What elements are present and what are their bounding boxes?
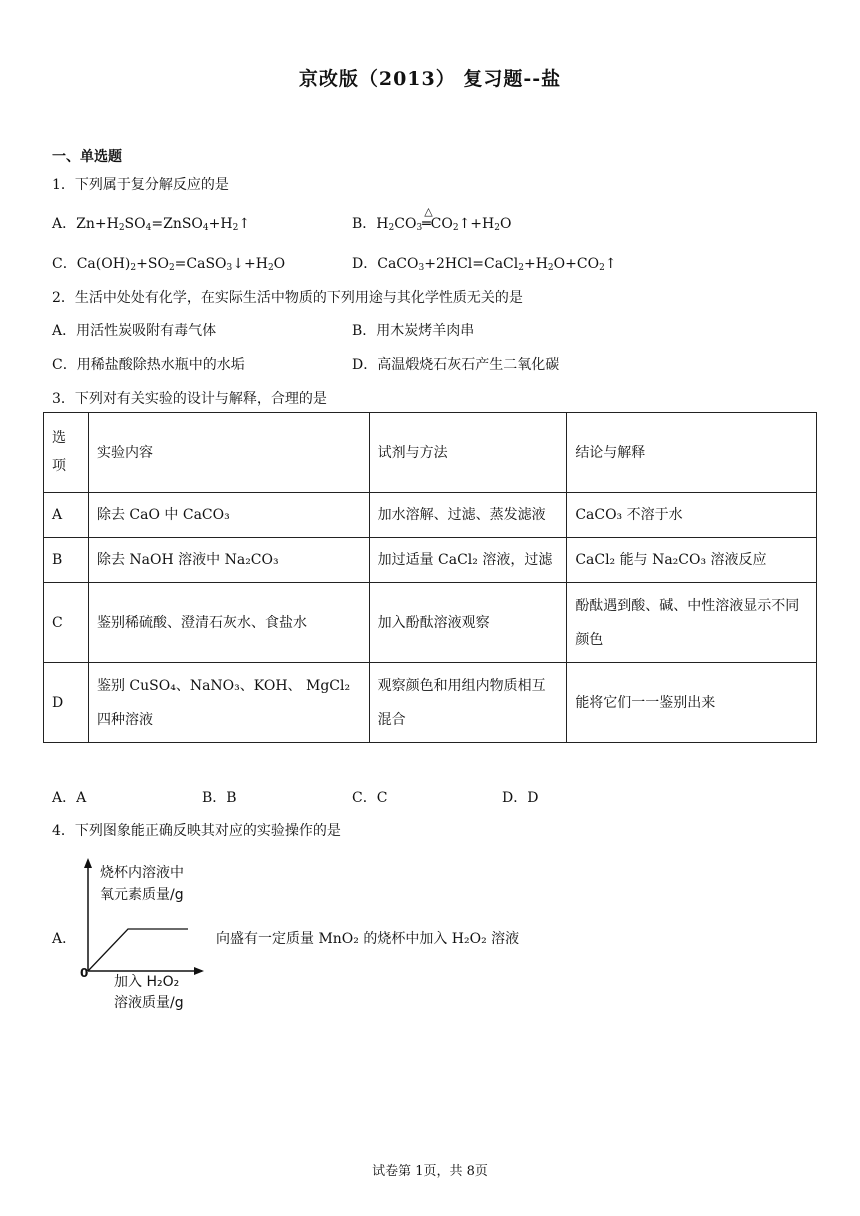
q1-option-b[interactable]: B．$H_2CO_3$ △ $═CO_2↑+H_2O$ <box>352 205 512 233</box>
graph-xlabel-line2: 溶液质量/g <box>114 995 184 1011</box>
table-row <box>44 583 817 663</box>
q3-option-b[interactable]: B．B <box>202 790 237 806</box>
q2-option-d[interactable]: D．高温煅烧石灰石产生二氧化碳 <box>352 357 560 373</box>
q1-option-c[interactable]: C．$Ca(OH)_2+SO_2=CaSO_3↓+H_2O$ <box>52 256 286 273</box>
q2-option-c[interactable]: C．用稀盐酸除热水瓶中的水垢 <box>52 357 245 373</box>
experiment-table <box>43 412 817 743</box>
table-row <box>44 538 817 583</box>
question-1-stem: 1．下列属于复分解反应的是 <box>52 177 229 193</box>
row-result: CaCO₃ 不溶于水 <box>567 493 817 538</box>
row-result: CaCl₂ 能与 Na₂CO₃ 溶液反应 <box>567 538 817 583</box>
header-cell-result: 结论与解释 <box>567 413 817 493</box>
q4-graph-a <box>76 856 206 1016</box>
q3-option-d[interactable]: D．D <box>502 790 539 806</box>
question-2-stem: 2．生活中处处有化学，在实际生活中物质的下列用途与其化学性质无关的是 <box>52 290 523 306</box>
y-axis-arrow <box>84 858 92 868</box>
row-option: D <box>44 663 89 743</box>
row-content: 除去 NaOH 溶液中 Na₂CO₃ <box>88 538 369 583</box>
row-method: 加过适量 CaCl₂ 溶液，过滤 <box>369 538 567 583</box>
section-heading: 一、单选题 <box>52 149 122 165</box>
row-option: B <box>44 538 89 583</box>
row-content: 除去 CaO 中 CaCO₃ <box>88 493 369 538</box>
header-cell-content: 实验内容 <box>88 413 369 493</box>
question-4-stem: 4．下列图象能正确反映其对应的实验操作的是 <box>52 823 341 839</box>
row-result: 能将它们一一鉴别出来 <box>567 663 817 743</box>
heat-condition: △ ═ <box>422 205 433 232</box>
q4-option-a-label[interactable]: A． <box>52 931 77 947</box>
graph-ylabel-line1: 烧杯内溶液中 <box>100 865 184 881</box>
page-title: 京改版（2013） 复习题--盐 <box>298 68 562 90</box>
q3-option-c[interactable]: C．C <box>352 790 388 806</box>
table-row <box>44 493 817 538</box>
question-3-stem: 3．下列对有关实验的设计与解释，合理的是 <box>52 391 327 407</box>
row-option: C <box>44 583 89 663</box>
q1-option-d[interactable]: D．$CaCO_3+2HCl=CaCl_2+H_2O+CO_2↑$ <box>352 256 617 273</box>
q2-option-a[interactable]: A．用活性炭吸附有毒气体 <box>52 323 217 339</box>
row-content: 鉴别稀硫酸、澄清石灰水、食盐水 <box>88 583 369 663</box>
row-method: 加入酚酞溶液观察 <box>369 583 567 663</box>
graph-ylabel-line2: 氧元素质量/g <box>100 887 184 903</box>
row-method: 加水溶解、过滤、蒸发滤液 <box>369 493 567 538</box>
table-header-row <box>44 413 817 493</box>
graph-line <box>88 929 188 971</box>
graph-origin: 0 <box>80 966 89 980</box>
row-content: 鉴别 CuSO₄、NaNO₃、KOH、 MgCl₂ 四种溶液 <box>88 663 369 743</box>
table-row <box>44 663 817 743</box>
q3-option-a[interactable]: A．A <box>52 790 87 806</box>
row-result: 酚酞遇到酸、碱、中性溶液显示不同颜色 <box>567 583 817 663</box>
row-method: 观察颜色和用组内物质相互混合 <box>369 663 567 743</box>
header-cell-option: 选项 <box>44 413 89 493</box>
graph-xlabel-line1: 加入 H₂O₂ <box>114 974 180 990</box>
header-cell-method: 试剂与方法 <box>369 413 567 493</box>
q1-option-a[interactable]: A．$Zn+H_2SO_4=ZnSO_4+H_2↑$ <box>52 216 251 233</box>
q2-option-b[interactable]: B．用木炭烤羊肉串 <box>352 323 475 339</box>
row-option: A <box>44 493 89 538</box>
q4-option-a-text: 向盛有一定质量 MnO₂ 的烧杯中加入 H₂O₂ 溶液 <box>216 931 520 947</box>
page-footer: 试卷第 1页，共 8页 <box>372 1164 488 1179</box>
x-axis-arrow <box>194 967 204 975</box>
